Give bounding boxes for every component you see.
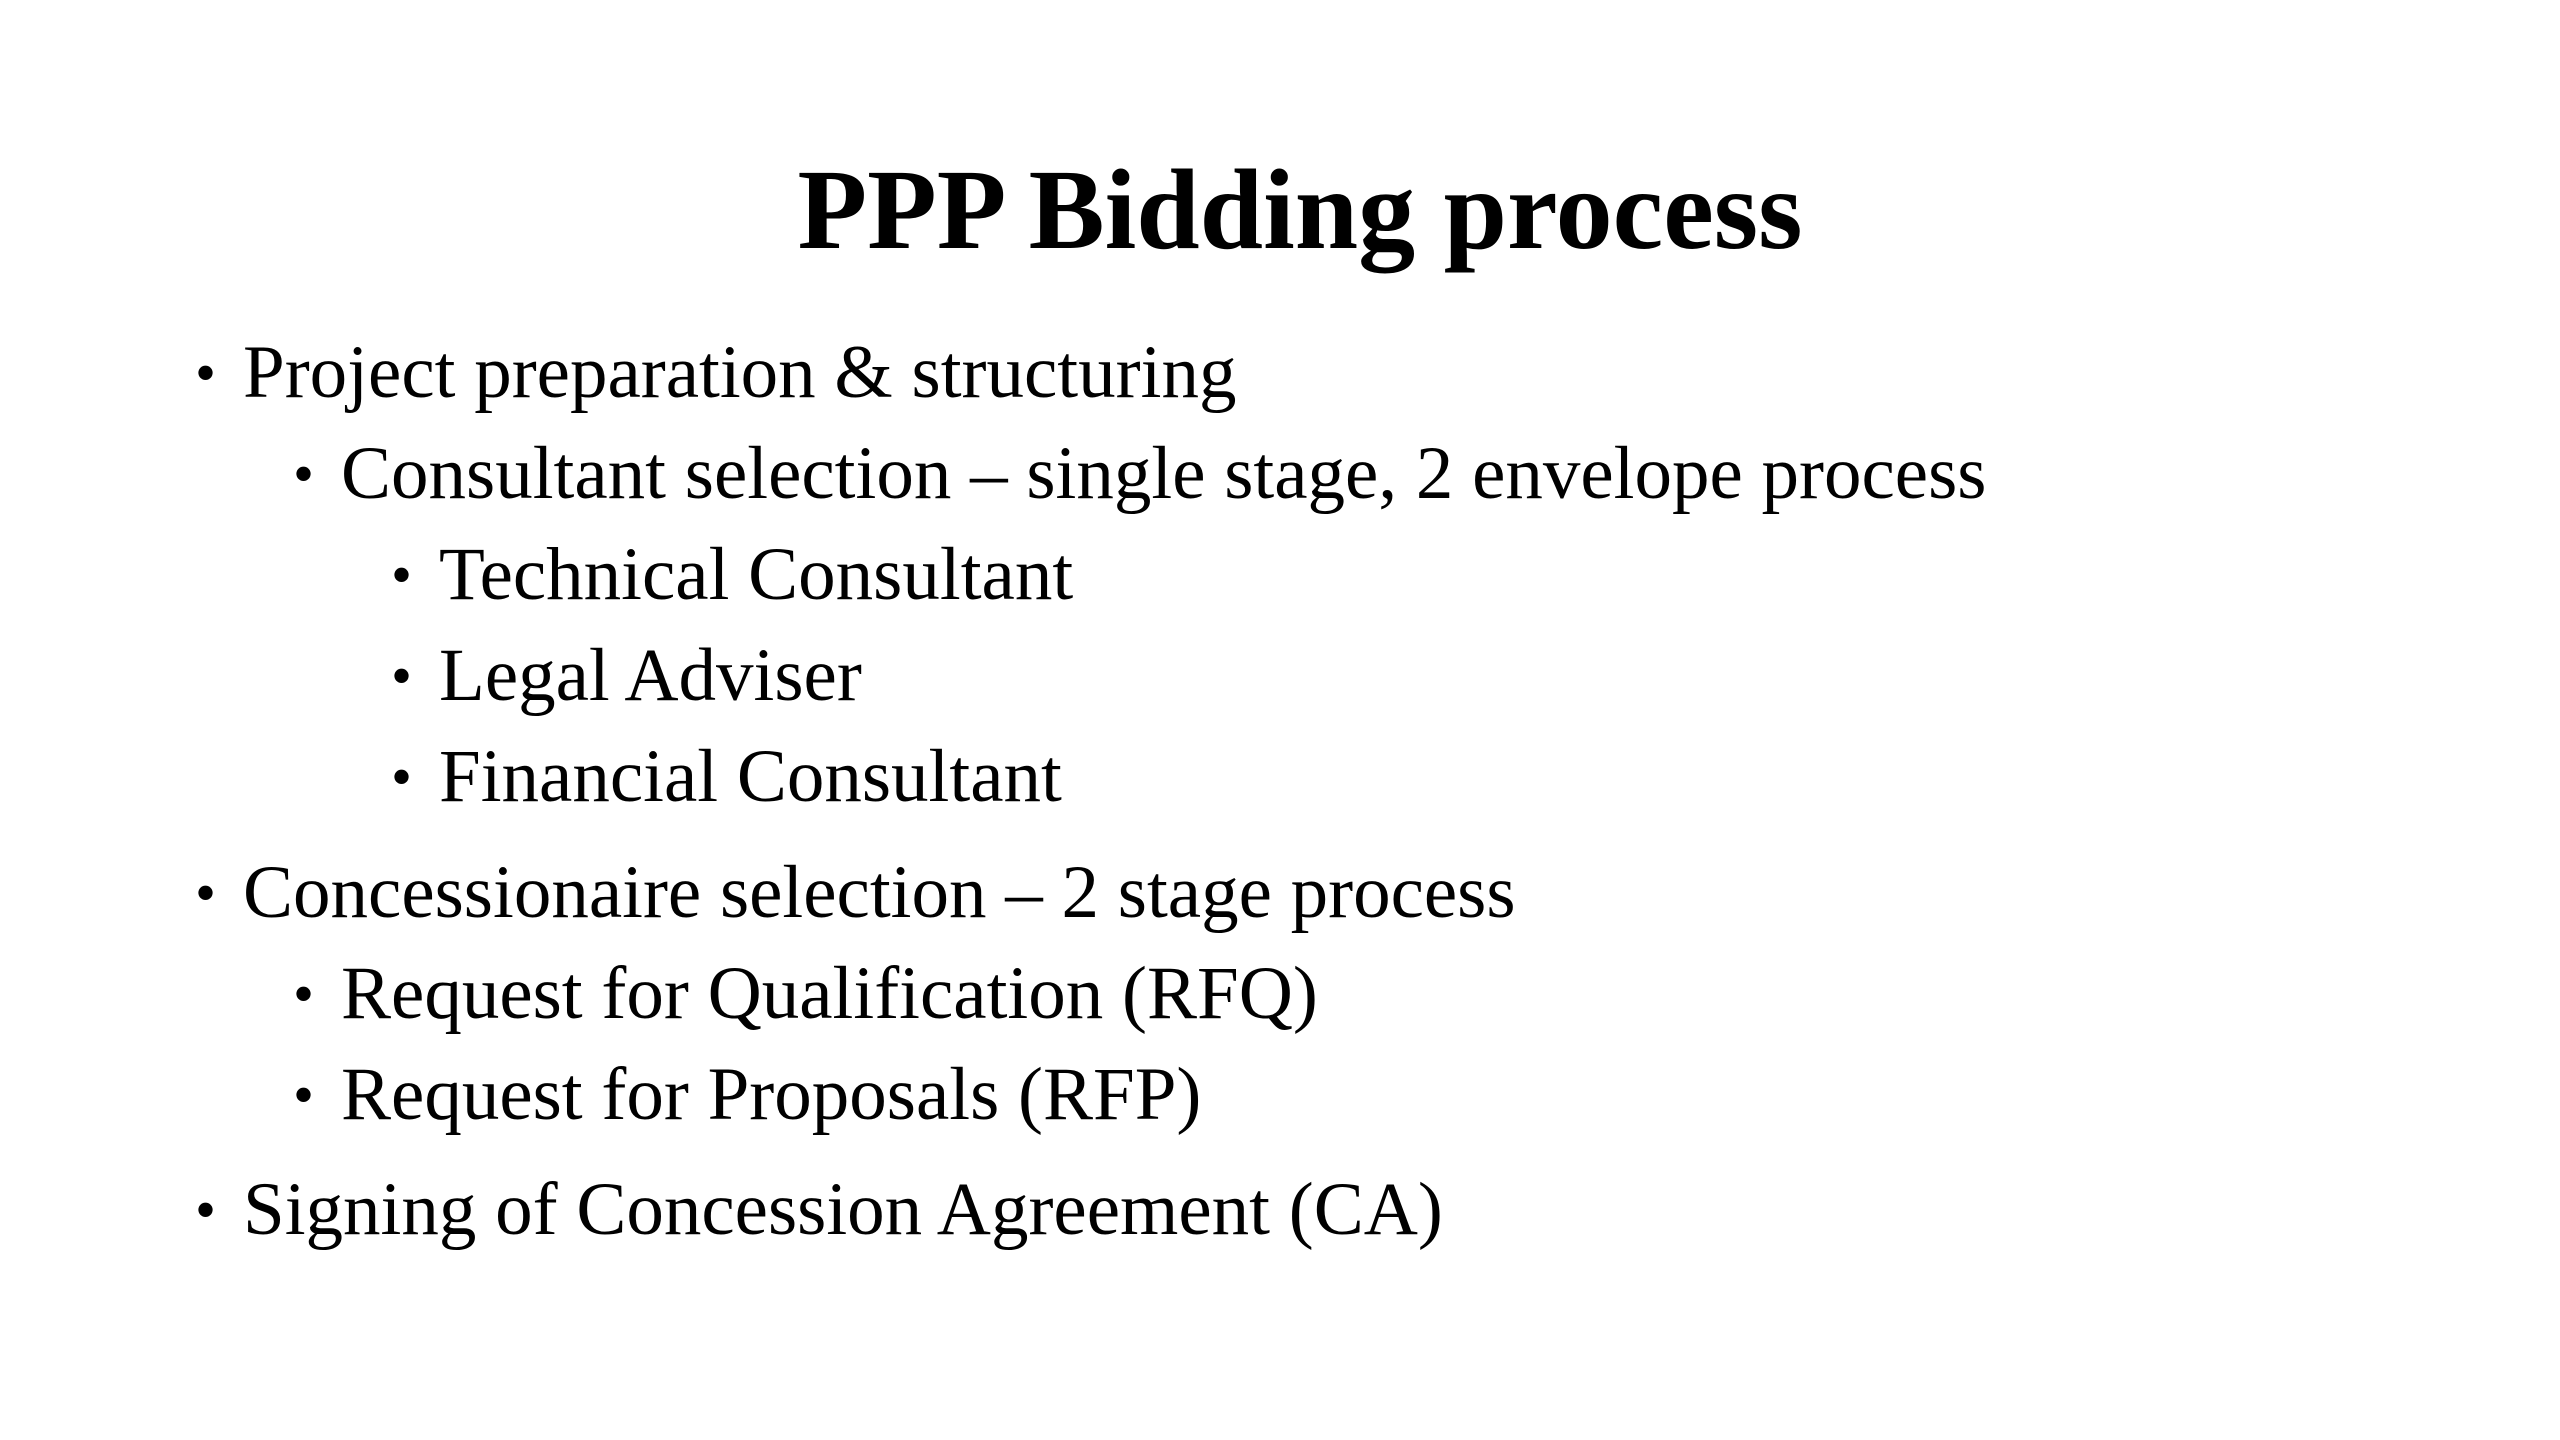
bullet-item (293, 1045, 1201, 1145)
bullet-item (195, 843, 1516, 943)
bullet-icon: • (195, 340, 217, 406)
bullet-text: Concessionaire selection – 2 stage process (243, 851, 1516, 934)
bullet-item (391, 727, 1062, 827)
bullet-text: Financial Consultant (439, 735, 1062, 818)
bullet-text: Request for Qualification (RFQ) (341, 952, 1318, 1035)
bullet-item (391, 525, 1073, 625)
bullet-text: Project preparation & structuring (243, 331, 1237, 414)
bullet-icon: • (391, 643, 413, 709)
bullet-icon: • (293, 961, 315, 1027)
bullet-item (391, 626, 862, 726)
bullet-item (293, 424, 1986, 524)
bullet-item (293, 944, 1318, 1044)
bullet-icon: • (195, 860, 217, 926)
bullet-icon: • (293, 441, 315, 507)
bullet-icon: • (391, 542, 413, 608)
bullet-icon: • (293, 1062, 315, 1128)
bullet-item (195, 1160, 1443, 1260)
bullet-icon: • (195, 1177, 217, 1243)
bullet-item (195, 323, 1236, 423)
bullet-text: Request for Proposals (RFP) (341, 1053, 1202, 1136)
slide-title: PPP Bidding process (797, 146, 1803, 273)
bullet-text: Technical Consultant (439, 533, 1074, 616)
bullet-icon: • (391, 744, 413, 810)
bullet-text: Legal Adviser (439, 634, 862, 717)
bullet-text: Signing of Concession Agreement (CA) (243, 1168, 1443, 1251)
bullet-text: Consultant selection – single stage, 2 envelope process (341, 432, 1987, 515)
